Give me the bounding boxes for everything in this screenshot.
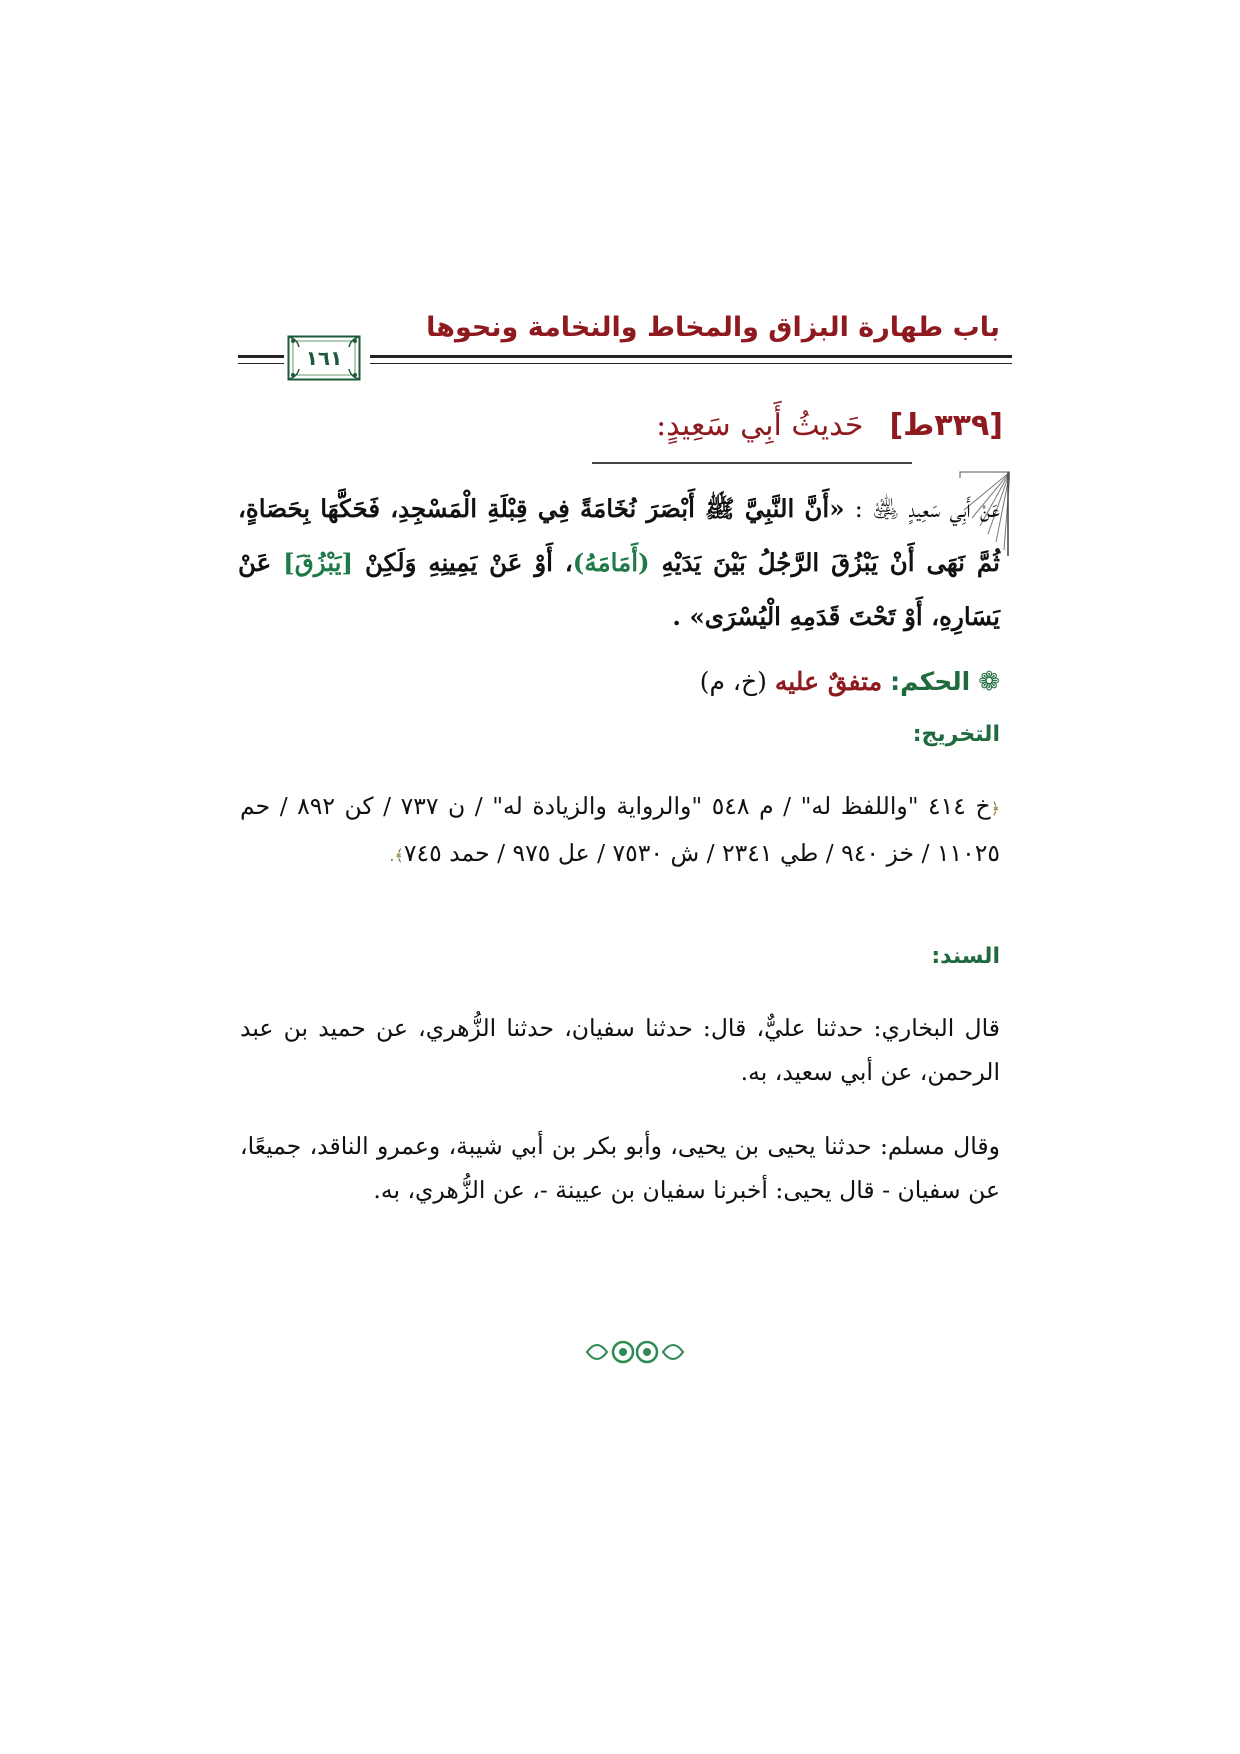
header-rule-thin [370,363,1012,364]
header-rule-thick [370,355,1012,358]
hadith-variant-amamahu: (أَمَامَهُ) [572,548,650,577]
takhrij-close-bracket: ﴾. [389,846,404,865]
sanad-bukhari: قال البخاري: حدثنا عليٌّ، قال: حدثنا سفيان، حدثنا الزُّهري، عن حميد بن عبد الرحمن، عن أبي سعيد، به. [240,1014,1000,1086]
takhrij-open-bracket: ﴿ [990,799,1000,818]
header-rule-left-thin [238,363,284,364]
hadith-title: حَديثُ أَبِي سَعِيدٍ: [656,408,864,443]
hadith-text [238,482,1000,644]
hadith-text-part3: عَنْ يَسَارِهِ، أَوْ تَحْتَ قَدَمِهِ الْيُسْرَى» . [238,548,1000,631]
takhrij-heading: التخريج: [912,722,1000,747]
page-number: ١٦١ [305,346,343,370]
hadith-text-part1: «أَنَّ النَّبِيَّ ﷺ أَبْصَرَ نُخَامَةً فِي قِبْلَةِ الْمَسْجِدِ، فَحَكَّهَا بِحَصَاةٍ، ثُمَّ نَهَى أَنْ يَبْزُقَ الرَّجُلُ بَيْنَ يَدَيْهِ [238,494,1000,577]
hadith-heading [303,408,1003,443]
ruling-label: الحكم: [890,667,971,696]
sanad-muslim: وقال مسلم: حدثنا يحيى بن يحيى، وأبو بكر بن أبي شيبة، وعمرو الناقد، جميعًا، عن سفيان - قال يحيى: أخبرنا سفيان بن عيينة -، عن الزُّهري، به. [240,1132,1000,1204]
ruling-line [238,662,1000,702]
takhrij-references: خ ٤١٤ "واللفظ له" / م ٥٤٨ "والرواية والزيادة له" / ن ٧٣٧ / كن ٨٩٢ / حم ١١٠٢٥ / خز ٩٤٠ / طي ٢٣٤١ / ش ٧٥٣٠ / عل ٩٧٥ / حمد ٧٤٥ [240,792,1000,867]
divider-ornament-icon [583,1334,687,1370]
ruling-sources: (خ، م) [699,667,767,696]
header-rule-left-thick [238,355,284,358]
page-number-badge [287,335,361,381]
hadith-variant-yabzuq: [يَبْزُقَ] [283,548,354,577]
flower-bullet-icon: ❁ [978,667,1000,697]
heading-underline [592,462,912,464]
chapter-title: باب طهارة البزاق والمخاط والنخامة ونحوها [426,312,1000,343]
takhrij-text [240,784,1000,878]
hadith-narrator: عَنْ أَبِي سَعِيدٍ ﵁ : [854,494,1000,523]
hadith-number: [٣٣٩ط] [889,408,1003,443]
sanad-heading: السند: [931,944,1000,969]
ruling-value: متفقٌ عليه [774,667,883,696]
hadith-text-part2: ، أَوْ عَنْ يَمِينِهِ وَلَكِنْ [365,548,573,577]
